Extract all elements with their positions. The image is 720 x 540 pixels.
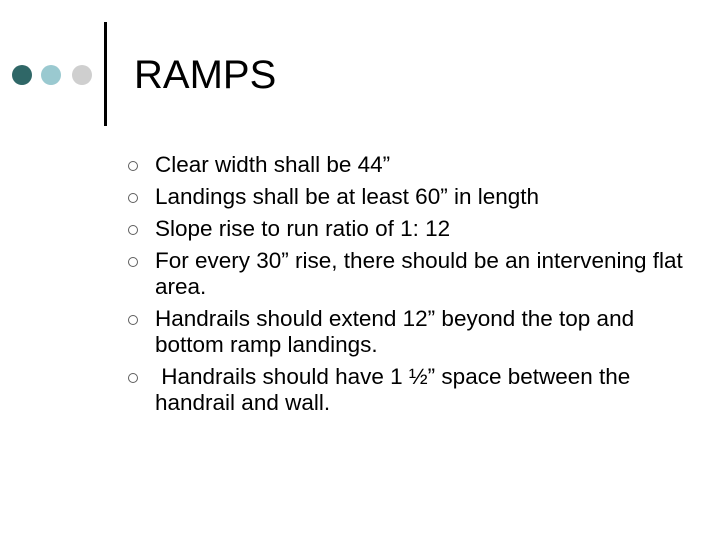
bullet-item: [128, 306, 688, 358]
bullet-text: Handrails should extend 12” beyond the top and bottom ramp landings.: [155, 306, 635, 357]
bullet-text: Slope rise to run ratio of 1: 12: [155, 216, 451, 241]
hollow-circle-bullet-icon: [128, 373, 138, 383]
bullet-text: Clear width shall be 44”: [155, 152, 391, 177]
hollow-circle-bullet-icon: [128, 193, 138, 203]
bullet-list: [128, 152, 688, 422]
slide-title: RAMPS: [134, 53, 277, 97]
hollow-circle-bullet-icon: [128, 225, 138, 235]
bullet-item: [128, 184, 688, 210]
bullet-item: [128, 152, 688, 178]
title-divider: [104, 22, 107, 126]
hollow-circle-bullet-icon: [128, 315, 138, 325]
bullet-text: Landings shall be at least 60” in length: [155, 184, 540, 209]
hollow-circle-bullet-icon: [128, 257, 138, 267]
bullet-text: For every 30” rise, there should be an intervening flat area.: [155, 248, 683, 299]
bullet-text: Handrails should have 1 ½” space between the handrail and wall.: [155, 364, 637, 415]
accent-dot-dark-teal: [12, 65, 32, 85]
bullet-item: [128, 248, 688, 300]
bullet-item: [128, 216, 688, 242]
hollow-circle-bullet-icon: [128, 161, 138, 171]
bullet-item: [128, 364, 688, 416]
accent-dot-light-teal: [41, 65, 61, 85]
accent-dot-gray: [72, 65, 92, 85]
